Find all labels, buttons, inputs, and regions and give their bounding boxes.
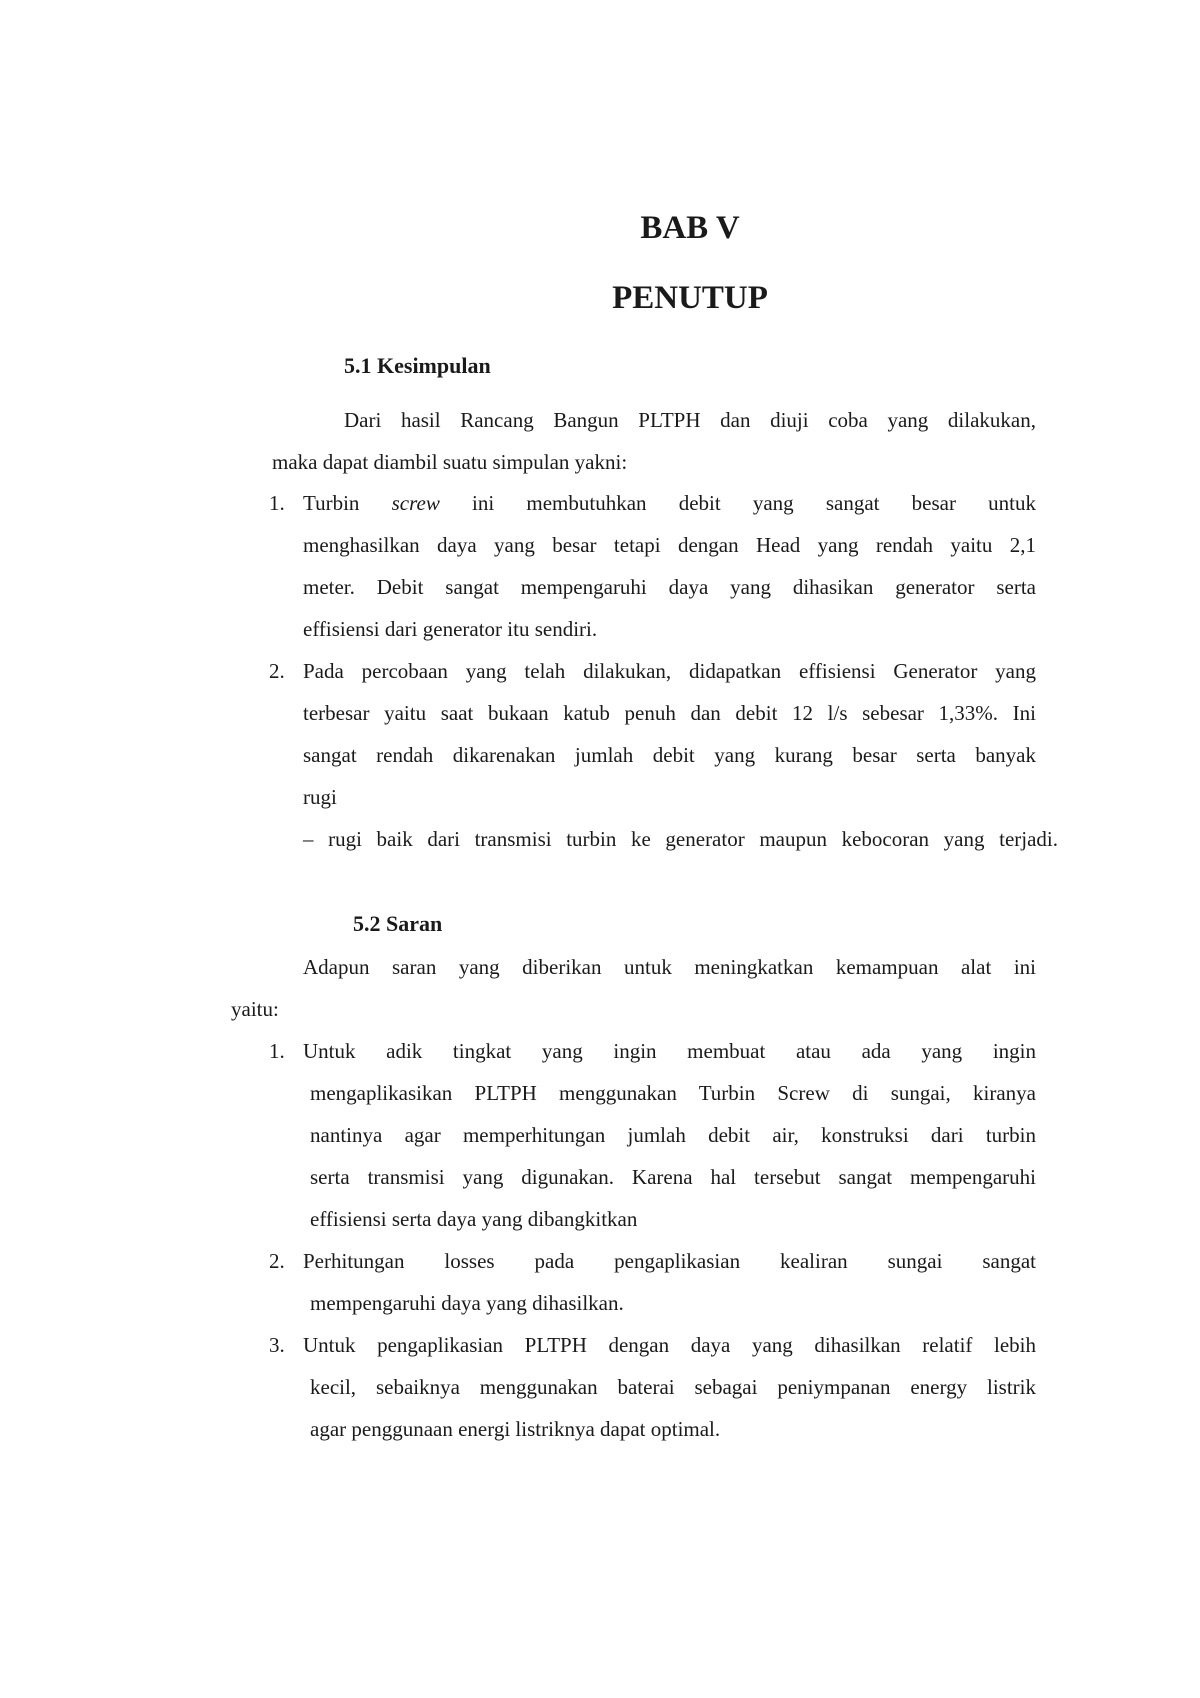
kesimpulan-item1-line1: Turbin screw ini membutuhkan debit yang sangat besar untuk — [303, 491, 1037, 515]
list-item-number: 2. — [269, 659, 285, 683]
saran-item1-line4: serta transmisi yang digunakan. Karena hal tersebut sangat mempengaruhi — [310, 1165, 1036, 1189]
list-item-number: 3. — [269, 1333, 285, 1357]
kesimpulan-item1-line4: effisiensi dari generator itu sendiri. — [303, 617, 598, 641]
section-heading-saran: 5.2 Saran — [353, 911, 443, 936]
saran-item2-line2: mempengaruhi daya yang dihasilkan. — [310, 1291, 624, 1315]
saran-item2-line1: Perhitungan losses pada pengaplikasian kealiran sungai sangat — [303, 1249, 1036, 1273]
kesimpulan-item2-line4: rugi — [303, 785, 337, 809]
saran-intro-line2: yaitu: — [231, 997, 279, 1021]
kesimpulan-item2-line5: – rugi baik dari transmisi turbin ke generator maupun kebocoran yang terjadi. — [303, 827, 1058, 851]
list-item-number: 1. — [269, 491, 285, 515]
saran-item1-line3: nantinya agar memperhitungan jumlah debit air, konstruksi dari turbin — [310, 1123, 1036, 1147]
kesimpulan-item2-line2: terbesar yaitu saat bukaan katub penuh dan debit 12 l/s sebesar 1,33%. Ini — [303, 701, 1036, 725]
kesimpulan-intro-line2: maka dapat diambil suatu simpulan yakni: — [272, 450, 628, 474]
saran-item3-line1: Untuk pengaplikasian PLTPH dengan daya yang dihasilkan relatif lebih — [303, 1333, 1036, 1357]
saran-item1-line2: mengaplikasikan PLTPH menggunakan Turbin Screw di sungai, kiranya — [310, 1081, 1036, 1105]
list-item-number: 1. — [269, 1039, 285, 1063]
kesimpulan-item1-line3: meter. Debit sangat mempengaruhi daya yang dihasikan generator serta — [303, 575, 1036, 599]
saran-item3-line2: kecil, sebaiknya menggunakan baterai sebagai peniympanan energy listrik — [310, 1375, 1036, 1399]
chapter-number: BAB V — [640, 210, 740, 246]
saran-intro-line1: Adapun saran yang diberikan untuk meningkatkan kemampuan alat ini — [303, 955, 1036, 979]
kesimpulan-item1-line2: menghasilkan daya yang besar tetapi dengan Head yang rendah yaitu 2,1 — [303, 533, 1036, 557]
saran-item1-line1: Untuk adik tingkat yang ingin membuat atau ada yang ingin — [303, 1039, 1036, 1063]
list-item-number: 2. — [269, 1249, 285, 1273]
chapter-title: PENUTUP — [612, 280, 768, 316]
kesimpulan-item2-line1: Pada percobaan yang telah dilakukan, didapatkan effisiensi Generator yang — [303, 659, 1036, 683]
section-heading-kesimpulan: 5.1 Kesimpulan — [344, 353, 491, 378]
kesimpulan-item2-line3: sangat rendah dikarenakan jumlah debit yang kurang besar serta banyak — [303, 743, 1036, 767]
saran-item3-line3: agar penggunaan energi listriknya dapat optimal. — [310, 1417, 721, 1441]
kesimpulan-intro-line1: Dari hasil Rancang Bangun PLTPH dan diuji coba yang dilakukan, — [344, 408, 1036, 432]
saran-item1-line5: effisiensi serta daya yang dibangkitkan — [310, 1207, 638, 1231]
